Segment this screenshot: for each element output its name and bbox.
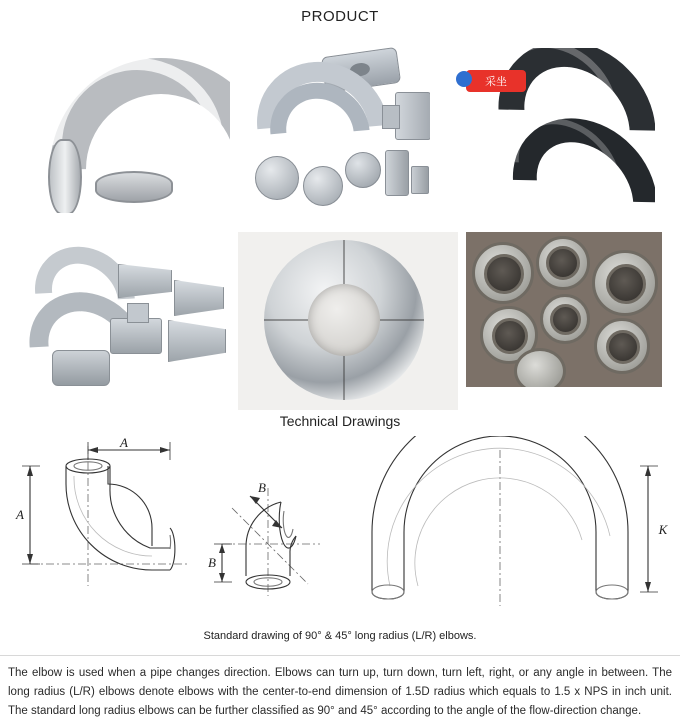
divider [0, 655, 680, 656]
photo-elbow-pile [466, 232, 662, 387]
photo-row-top [0, 38, 680, 213]
assortment-tee [110, 318, 162, 354]
fitting-nipple [385, 150, 409, 196]
pile-tube-bore [606, 330, 640, 364]
assortment-reducer-2 [174, 280, 224, 316]
assortment-cap [52, 350, 110, 386]
ring-seam-left [264, 319, 308, 321]
dim-label-a-horizontal: A [120, 436, 128, 450]
fitting-tee [395, 92, 430, 140]
pile-tube [514, 348, 566, 387]
fitting-socket-3 [345, 152, 381, 188]
pile-tube-bore [606, 264, 646, 304]
section-caption: Technical Drawings [279, 413, 401, 429]
elbow-ring-center [308, 284, 380, 356]
drawing-elbow-90 [22, 442, 190, 586]
photo-stainless-elbow [40, 53, 230, 213]
watermark-label: 采坐 [485, 76, 507, 88]
dim-label-b-diagonal: B [258, 480, 266, 495]
page-title: PRODUCT [301, 8, 379, 25]
elbow-end-bottom [95, 171, 173, 203]
drawing-caption: Standard drawing of 90° & 45° long radius (L/R) elbows. [203, 630, 477, 642]
dim-label-k: K [658, 522, 668, 537]
ring-seam-bottom [343, 356, 345, 400]
pile-tube-bore [546, 246, 580, 280]
drawings-svg [0, 436, 680, 616]
drawing-elbow-45 [214, 488, 320, 596]
assortment-reducer-3 [168, 320, 226, 362]
watermark-badge [466, 70, 526, 92]
body-paragraph: The elbow is used when a pipe changes direction. Elbows can turn up, turn down, turn left, right, or any angle in between. The long radius (L/R) elbows denote elbows with the center-to-end dimension of 1.5D radius which equals to 1.5 x NPS in inch unit. The standard long radius elbows can be further classified as 90° and 45° according to the angle of the flow-direction change. [8, 667, 672, 717]
ring-seam-top [343, 240, 345, 284]
pile-tube-bore [492, 318, 528, 354]
technical-drawings [0, 436, 680, 616]
photo-fittings-cluster [245, 46, 430, 216]
dim-label-b-vertical: B [208, 555, 216, 570]
dim-label-a-vertical: A [16, 507, 24, 522]
photo-elbow-ring [238, 232, 458, 410]
elbow-end-left [48, 139, 82, 213]
fitting-socket-2 [303, 166, 343, 206]
assortment-reducer-1 [118, 264, 172, 298]
fitting-coupling [411, 166, 429, 194]
pile-tube-bore [484, 254, 524, 294]
drawing-return-180 [372, 436, 658, 606]
pile-tube-bore [550, 304, 581, 335]
photo-row-middle [0, 232, 680, 397]
watermark-dot-icon [456, 71, 472, 87]
fitting-socket-1 [255, 156, 299, 200]
photo-fittings-assortment [18, 242, 228, 392]
ring-seam-right [380, 319, 424, 321]
